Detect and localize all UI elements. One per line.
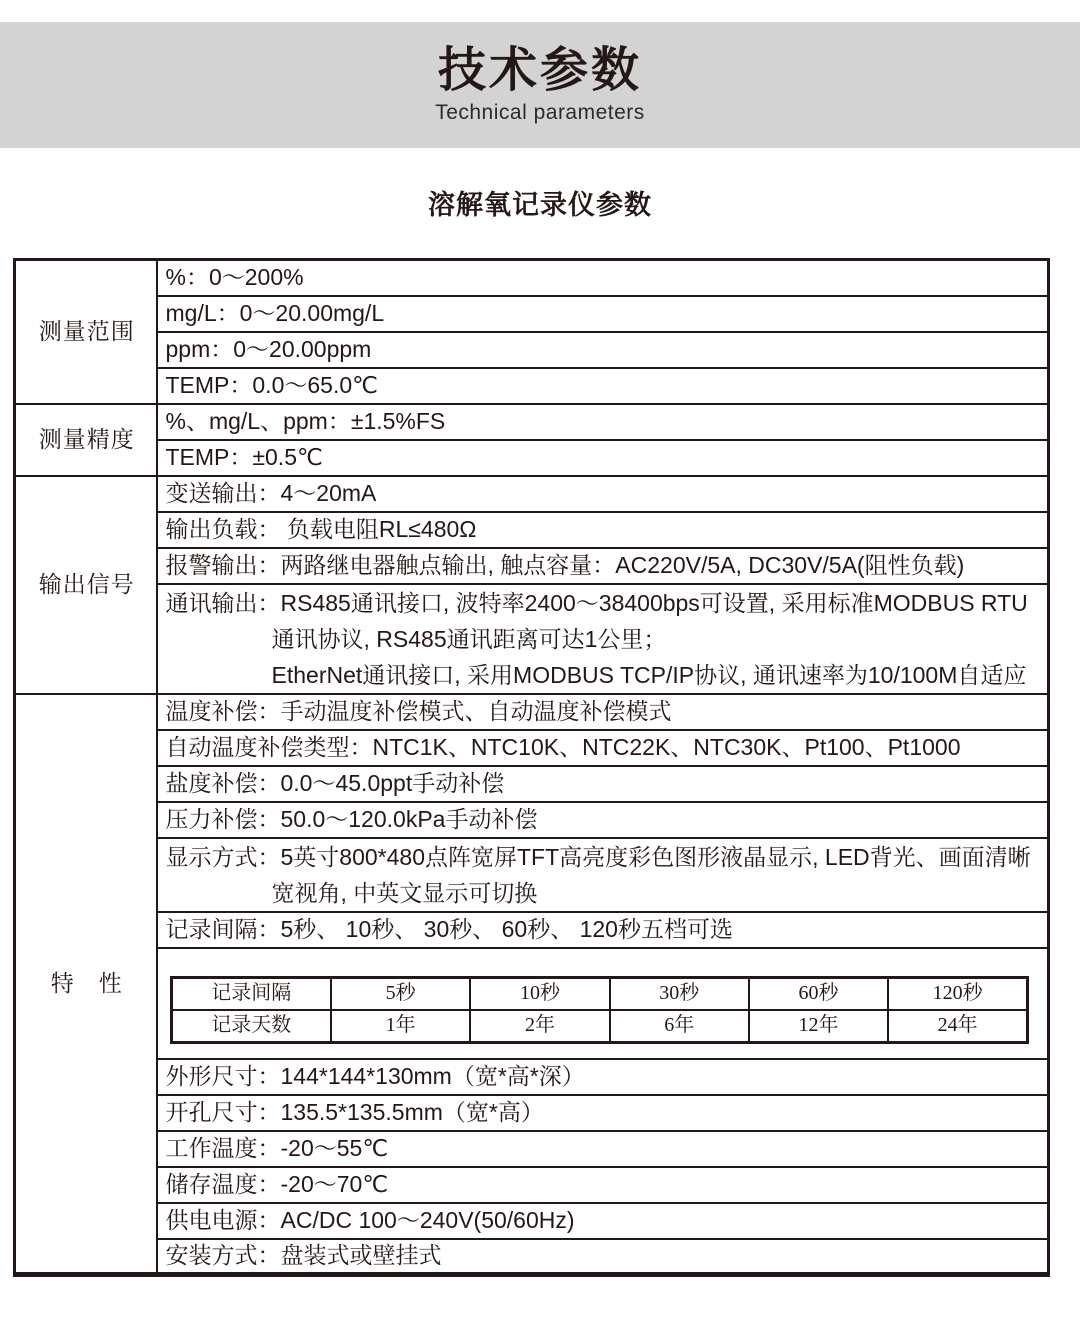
page-subtitle-en: Technical parameters [435, 100, 645, 124]
spec-row-range-ppm: ppm：0～20.00ppm [157, 332, 1049, 368]
spec-table [13, 258, 1050, 1277]
spec-row-salinity-comp: 盐度补偿：0.0～45.0ppt手动补偿 [157, 766, 1049, 802]
group-label-output: 输出信号 [15, 476, 157, 694]
spec-row-accuracy-temp: TEMP：±0.5℃ [157, 440, 1049, 476]
spec-row-mounting: 安装方式：盘装式或壁挂式 [157, 1239, 1049, 1275]
spec-row-record-interval: 记录间隔：5秒、 10秒、 30秒、 60秒、 120秒五档可选 [157, 912, 1049, 948]
spec-row-pressure-comp: 压力补偿：50.0～120.0kPa手动补偿 [157, 802, 1049, 838]
rec-header-days: 记录天数 [171, 1010, 331, 1043]
spec-row-output-transmit: 变送输出：4～20mA [157, 476, 1049, 512]
spec-row-auto-temp-comp: 自动温度补偿类型：NTC1K、NTC10K、NTC22K、NTC30K、Pt100、Pt1000 [157, 730, 1049, 766]
record-table-cell [157, 948, 1049, 1059]
spec-row-output-load: 输出负载： 负载电阻RL≤480Ω [157, 512, 1049, 548]
display-line-2: 宽视角, 中英文显示可切换 [271, 879, 538, 906]
rec-interval-5s: 5秒 [331, 977, 470, 1010]
comm-line-2: 通讯协议, RS485通讯距离可达1公里； [271, 625, 667, 652]
display-line-1: 显示方式：5英寸800*480点阵宽屏TFT高亮度彩色图形液晶显示, LED背光、画面清晰 [165, 843, 1031, 870]
spec-row-range-mgl: mg/L：0～20.00mg/L [157, 296, 1049, 332]
rec-interval-10s: 10秒 [470, 977, 609, 1010]
group-label-features: 特 性 [15, 694, 157, 1275]
spec-row-range-percent: %：0～200% [157, 260, 1049, 296]
page-title: 技术参数 [437, 44, 642, 98]
spec-row-dimensions: 外形尺寸：144*144*130mm（宽*高*深） [157, 1059, 1049, 1095]
spec-row-storage-temp: 储存温度：-20～70℃ [157, 1167, 1049, 1203]
rec-header-interval: 记录间隔 [171, 977, 331, 1010]
rec-days-1y: 1年 [331, 1010, 470, 1043]
spec-row-display-mode [157, 838, 1049, 912]
rec-days-6y: 6年 [610, 1010, 749, 1043]
spec-row-working-temp: 工作温度：-20～55℃ [157, 1131, 1049, 1167]
spec-row-output-alarm: 报警输出：两路继电器触点输出, 触点容量：AC220V/5A, DC30V/5A(阻性负载) [157, 548, 1049, 584]
header-band [0, 22, 1080, 148]
rec-interval-60s: 60秒 [749, 977, 888, 1010]
comm-line-1: 通讯输出：RS485通讯接口, 波特率2400～38400bps可设置, 采用标准MODBUS RTU [165, 589, 1028, 616]
section-title: 溶解氧记录仪参数 [428, 190, 652, 220]
rec-days-24y: 24年 [888, 1010, 1027, 1043]
spec-row-cutout: 开孔尺寸：135.5*135.5mm（宽*高） [157, 1095, 1049, 1131]
rec-days-2y: 2年 [470, 1010, 609, 1043]
spec-row-range-temp: TEMP：0.0～65.0℃ [157, 368, 1049, 404]
spec-row-output-comm [157, 584, 1049, 694]
spec-row-accuracy-main: %、mg/L、ppm：±1.5%FS [157, 404, 1049, 440]
rec-interval-30s: 30秒 [610, 977, 749, 1010]
comm-line-3: EtherNet通讯接口, 采用MODBUS TCP/IP协议, 通讯速率为10/100M自适应 [271, 661, 1027, 688]
group-label-accuracy: 测量精度 [15, 404, 157, 476]
spec-row-power-supply: 供电电源：AC/DC 100～240V(50/60Hz) [157, 1203, 1049, 1239]
spec-row-temp-comp: 温度补偿：手动温度补偿模式、自动温度补偿模式 [157, 694, 1049, 730]
rec-interval-120s: 120秒 [888, 977, 1027, 1010]
record-interval-table [170, 976, 1030, 1044]
rec-days-12y: 12年 [749, 1010, 888, 1043]
group-label-measure-range: 测量范围 [15, 260, 157, 404]
